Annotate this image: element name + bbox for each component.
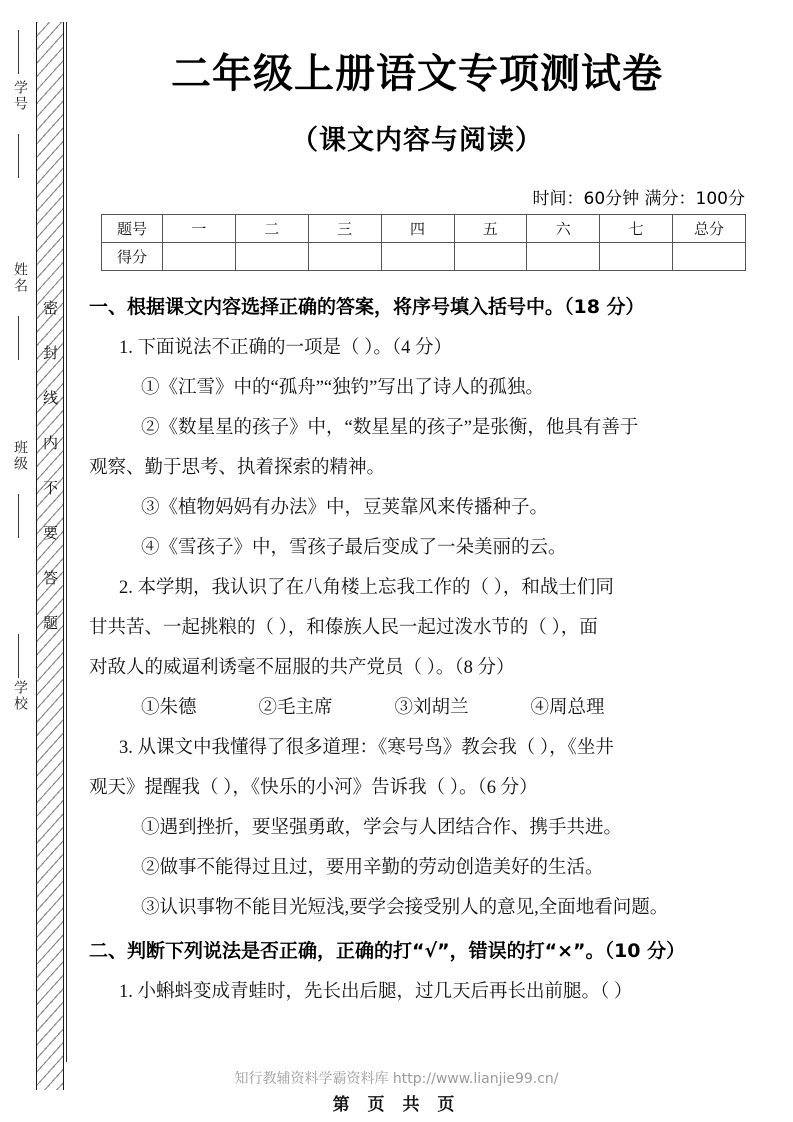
student-field-rule [18, 134, 19, 178]
score-table-header-cell: 六 [527, 215, 600, 243]
student-field-label: 学校 [12, 680, 27, 712]
score-input-cell[interactable] [308, 243, 381, 271]
section-heading-1: 一、根据课文内容选择正确的答案，将序号填入括号中。（18 分） [89, 296, 645, 318]
score-table [101, 214, 746, 271]
watermark-text: 知行教辅资料学霸资料库 http://www.lianjie99.cn/ [234, 1071, 559, 1087]
question-option: ③《植物妈妈有办法》中，豆荚靠风来传播种子。 [141, 498, 549, 518]
question-item: 2. 本学期，我认识了在八角楼上忘我工作的（ ），和战士们同 [119, 578, 614, 598]
score-input-cell[interactable] [673, 243, 746, 271]
seal-line-text: 密封线内不要答题 [41, 300, 57, 660]
question-option: ②做事不能得过且过，要用辛勤的劳动创造美好的生活。 [141, 858, 604, 878]
student-field-rule [18, 634, 19, 678]
student-field-label: 姓名 [12, 262, 27, 294]
content-frame [66, 22, 793, 1062]
question-body [89, 284, 779, 1012]
student-field-xingming [2, 262, 36, 294]
score-table-header-cell: 总分 [673, 215, 746, 243]
score-input-cell[interactable] [163, 243, 236, 271]
question-item-cont: 观天》提醒我（ ），《快乐的小河》告诉我（ ）。（6 分） [89, 778, 538, 798]
student-field-xuexiao [2, 680, 36, 712]
exam-meta-info: 时间：60分钟 满分：100分 [532, 189, 745, 209]
question-item-cont: 甘共苦、一起挑粮的（ ），和傣族人民一起过泼水节的（ ），面 [89, 618, 598, 638]
score-table-row-label: 得分 [102, 243, 163, 271]
page-title: 二年级上册语文专项测试卷 [171, 51, 663, 97]
question-option: ①《江雪》中的“孤舟”“独钓”写出了诗人的孤独。 [141, 378, 544, 398]
question-item: 1. 小蝌蚪变成青蛙时，先长出后腿，过几天后再长出前腿。（ ） [119, 982, 633, 1002]
seal-area [0, 0, 66, 1122]
score-table-header-cell: 五 [454, 215, 527, 243]
score-table-header-cell: 七 [600, 215, 673, 243]
student-field-label: 班级 [12, 440, 27, 472]
question-option-cont: 观察、勤于思考、执着探索的精神。 [89, 458, 386, 478]
choice-option: ④周总理 [530, 698, 605, 718]
score-table-header-cell: 二 [235, 215, 308, 243]
section-heading-2: 二、判断下列说法是否正确，正确的打“√”，错误的打“×”。（10 分） [89, 940, 686, 962]
student-field-xuehao [2, 80, 36, 112]
score-table-header-cell: 一 [163, 215, 236, 243]
student-info-column [2, 22, 36, 1092]
score-input-cell[interactable] [454, 243, 527, 271]
score-table-header-cell: 四 [381, 215, 454, 243]
student-field-rule [18, 494, 19, 538]
score-table-header-cell: 三 [308, 215, 381, 243]
score-input-cell[interactable] [235, 243, 308, 271]
question-item: 1. 下面说法不正确的一项是（ ）。（4 分） [119, 338, 453, 358]
student-field-rule [18, 30, 19, 74]
score-input-cell[interactable] [527, 243, 600, 271]
student-field-banji [2, 440, 36, 472]
table-row [102, 215, 746, 243]
choice-option: ①朱德 [141, 698, 197, 718]
student-field-label: 学号 [12, 80, 27, 112]
score-input-cell[interactable] [600, 243, 673, 271]
question-option: ④《雪孩子》中，雪孩子最后变成了一朵美丽的云。 [141, 538, 567, 558]
table-row [102, 243, 746, 271]
question-choice-row [89, 688, 779, 728]
question-option: ③认识事物不能目光短浅,要学会接受别人的意见,全面地看问题。 [141, 898, 669, 918]
question-item-cont: 对敌人的威逼利诱毫不屈服的共产党员（ ）。（8 分） [89, 658, 515, 678]
choice-option: ③刘胡兰 [394, 698, 469, 718]
page-subtitle: （课文内容与阅读） [291, 125, 543, 156]
page-indicator: 第 页 共 页 [332, 1095, 461, 1115]
score-input-cell[interactable] [381, 243, 454, 271]
question-option: ②《数星星的孩子》中，“数星星的孩子”是张衡，他具有善于 [141, 418, 639, 438]
choice-option: ②毛主席 [258, 698, 333, 718]
question-item: 3. 从课文中我懂得了很多道理：《寒号鸟》教会我（ ），《坐井 [119, 738, 614, 758]
student-field-rule [18, 316, 19, 360]
score-table-header-cell: 题号 [102, 215, 163, 243]
question-option: ①遇到挫折，要坚强勇敢，学会与人团结合作、携手共进。 [141, 818, 623, 838]
